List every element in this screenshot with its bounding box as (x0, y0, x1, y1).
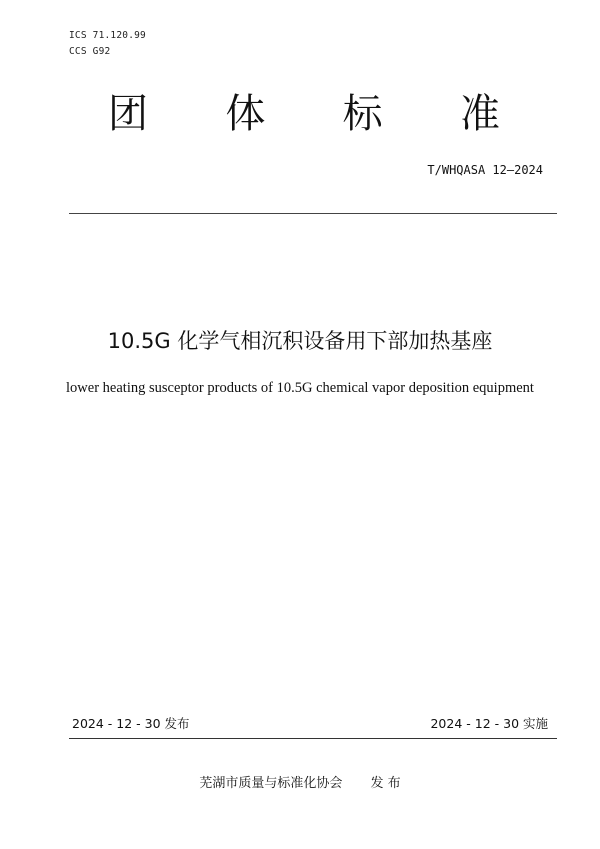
title-english: lower heating susceptor products of 10.5G chemical vapor deposition equipment (66, 380, 534, 396)
publish-action: 发 布 (370, 776, 401, 791)
ccs-code: CCS G92 (69, 46, 111, 57)
publisher-line (0, 775, 600, 793)
doc-type-char: 准 (459, 91, 500, 137)
issue-date: 2024 - 12 - 30 发布 (72, 716, 190, 731)
footer-divider (69, 738, 557, 739)
header-divider (69, 213, 557, 214)
implementation-date: 2024 - 12 - 30 实施 (430, 716, 548, 731)
publisher-name: 芜湖市质量与标准化协会 (199, 776, 343, 791)
doc-type-char: 标 (342, 91, 383, 137)
doc-type-char: 团 (108, 91, 148, 137)
ics-code: ICS 71.120.99 (69, 30, 146, 41)
standard-number: T/WHQASA 12—2024 (427, 163, 543, 177)
document-type-heading (108, 86, 500, 142)
title-chinese: 10.5G 化学气相沉积设备用下部加热基座 (107, 329, 493, 353)
doc-type-char: 体 (225, 91, 266, 137)
